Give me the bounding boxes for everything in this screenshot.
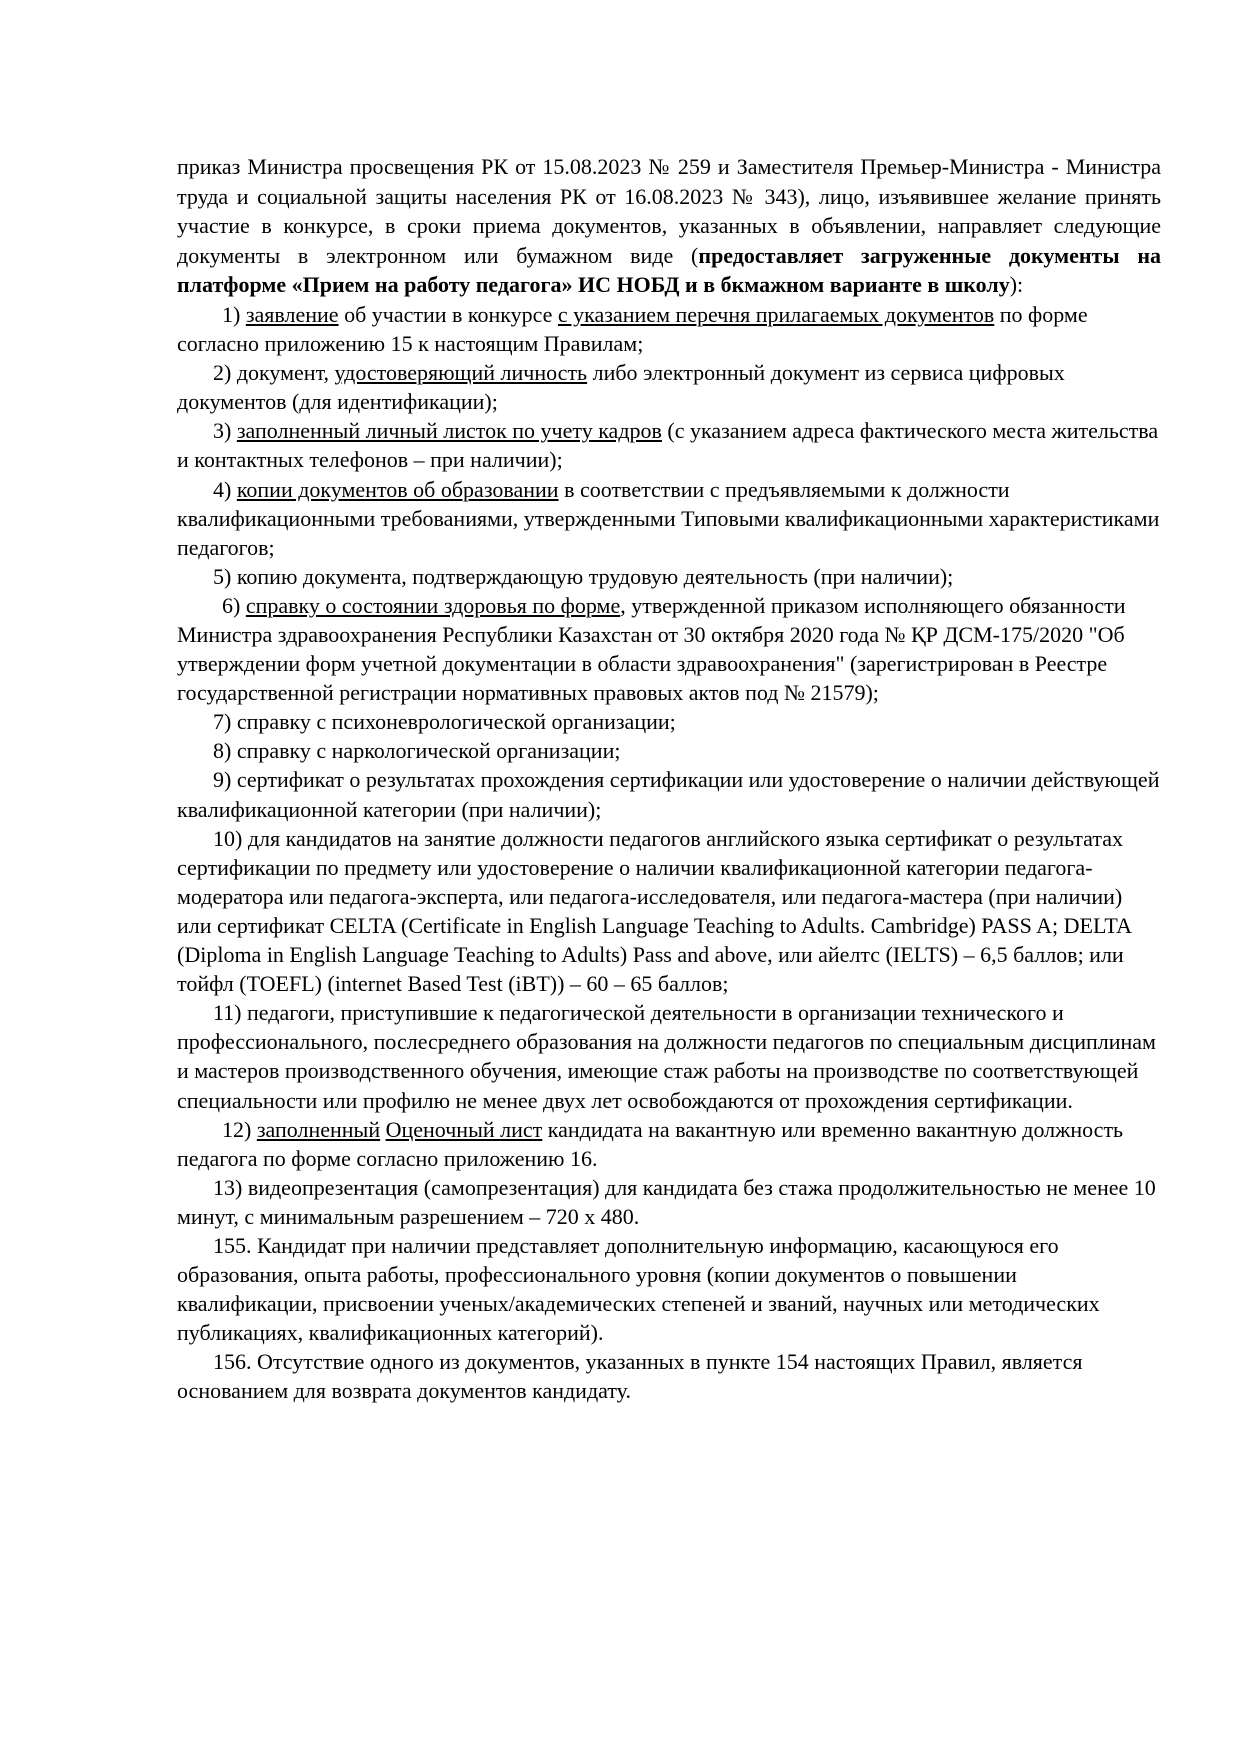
list-item-11 — [177, 998, 1161, 1114]
list-item-12 — [177, 1115, 1161, 1173]
item-2-number: 2) документ, — [213, 360, 335, 386]
list-item-6 — [177, 591, 1161, 707]
item-1-number: 1) — [222, 301, 246, 327]
item-3-underlined-personnel-sheet: заполненный личный листок по учету кадров — [236, 418, 662, 444]
item-4-underlined-education-docs: копии документов об образовании — [236, 476, 559, 502]
item-1-underlined-documents-list: с указанием перечня прилагаемых документов — [557, 301, 995, 327]
item-4-text: в соответствии с предъявляемыми к должности квалификационными требованиями, утвержденными Типовыми квалификационными характеристиками педагогов; — [177, 476, 1160, 560]
item-13-text: 13) видеопрезентация (самопрезентация) для кандидата без стажа продолжительностью не менее 10 минут, с минимальным разрешением – 720 х 480. — [177, 1174, 1156, 1229]
item-12-underlined-filled: заполненный — [256, 1116, 381, 1142]
item-12-underlined-evaluation-sheet: Оценочный лист — [385, 1116, 543, 1142]
item-3-text: (с указанием адреса фактического места жительства и контактных телефонов – при наличии); — [177, 418, 1159, 473]
item-8-text: 8) справку с наркологической организации; — [213, 738, 621, 764]
list-item-8 — [177, 736, 1161, 765]
item-12-text: кандидата на вакантную или временно вакантную должность педагога по форме согласно приложению 16. — [177, 1116, 1124, 1171]
paragraph-156-text: 156. Отсутствие одного из документов, указанных в пункте 154 настоящих Правил, является основанием для возврата документов кандидату. — [177, 1349, 1083, 1404]
item-1-text: об участии в конкурсе — [338, 301, 558, 327]
list-item-3 — [177, 416, 1161, 474]
list-item-1 — [177, 300, 1161, 358]
item-2-text: либо электронный документ из сервиса цифровых документов (для идентификации); — [177, 360, 1065, 415]
item-7-text: 7) справку с психоневрологической организации; — [213, 709, 676, 735]
item-6-underlined-health-certificate: справку о состоянии здоровья по форме — [245, 592, 621, 618]
paragraph-155-text: 155. Кандидат при наличии представляет дополнительную информацию, касающуюся его образования, опыта работы, профессионального уровня (копии документов о повышении квалификации, присвоении ученых/академических степеней и званий, научных или методических публикациях, квалификационных категорий). — [177, 1232, 1100, 1346]
item-11-text: 11) педагоги, приступившие к педагогической деятельности в организации технического и профессионального, послесреднего образования на должности педагогов по специальным дисциплинам и мастеров производственного обучения, имеющие стаж работы на производстве по соответствующей специальности или профилю не менее двух лет освобождаются от прохождения сертификации. — [177, 1000, 1156, 1113]
item-2-underlined-identity: удостоверяющий личность — [334, 360, 588, 386]
intro-paragraph — [177, 152, 1161, 300]
document-page — [177, 152, 1161, 1406]
item-5-text: 5) копию документа, подтверждающую трудовую деятельность (при наличии); — [213, 563, 954, 589]
list-item-13 — [177, 1173, 1161, 1231]
list-item-7 — [177, 707, 1161, 736]
paragraph-155 — [177, 1231, 1161, 1347]
item-6-text: , утвержденной приказом исполняющего обязанности Министра здравоохранения Республики Казахстан от 30 октября 2020 года № ҚР ДСМ-175/2020 "Об утверждении форм учетной документации в области здравоохранения" (зарегистрирован в Реестре государственной регистрации нормативных правовых актов под № 21579); — [177, 592, 1126, 706]
item-4-number: 4) — [213, 476, 237, 502]
intro-text: приказ Министра просвещения РК от 15.08.2023 № 259 и Заместителя Премьер-Министра - Министра труда и социальной защиты населения РК от 16.08.2023 № 343), лицо, изъявившее желание принять участие в конкурсе, в сроки приема документов, указанных в объявлении, направляет следующие документы в электронном или бумажном виде ( — [177, 154, 1161, 268]
item-9-text: 9) сертификат о результатах прохождения сертификации или удостоверение о наличии действующей квалификационной категории (при наличии); — [177, 767, 1160, 822]
item-1-underlined-application: заявление — [245, 301, 339, 327]
list-item-10 — [177, 824, 1161, 999]
paragraph-156 — [177, 1347, 1161, 1405]
list-item-4 — [177, 475, 1161, 562]
intro-bold-text: предоставляет загруженные документы на платформе «Прием на работу педагога» ИС НОБД и в бкмажном варианте в школу — [177, 242, 1161, 298]
item-3-number: 3) — [213, 418, 237, 444]
item-10-text: 10) для кандидатов на занятие должности педагогов английского языка сертификат о результатах сертификации по предмету или удостоверение о наличии квалификационной категории педагога-модератора или педагога-эксперта, или педагога-исследователя, или педагога-мастера (при наличии) или сертификат CELTA (Certificate in English Language Teaching to Adults. Cambridge) PASS A; DELTA (Diploma in English Language Teaching to Adults) Pass and above, или айелтс (IELTS) – 6,5 баллов; или тойфл (TOEFL) (internet Based Test (iBT)) – 60 – 65 баллов; — [177, 825, 1131, 997]
list-item-5 — [177, 562, 1161, 591]
list-item-9 — [177, 765, 1161, 823]
intro-text-end: ): — [1009, 272, 1024, 298]
list-item-2 — [177, 358, 1161, 416]
item-1-text-end: по форме согласно приложению 15 к настоящим Правилам; — [177, 301, 1088, 357]
item-6-number: 6) — [222, 592, 246, 618]
item-12-number: 12) — [222, 1116, 257, 1142]
